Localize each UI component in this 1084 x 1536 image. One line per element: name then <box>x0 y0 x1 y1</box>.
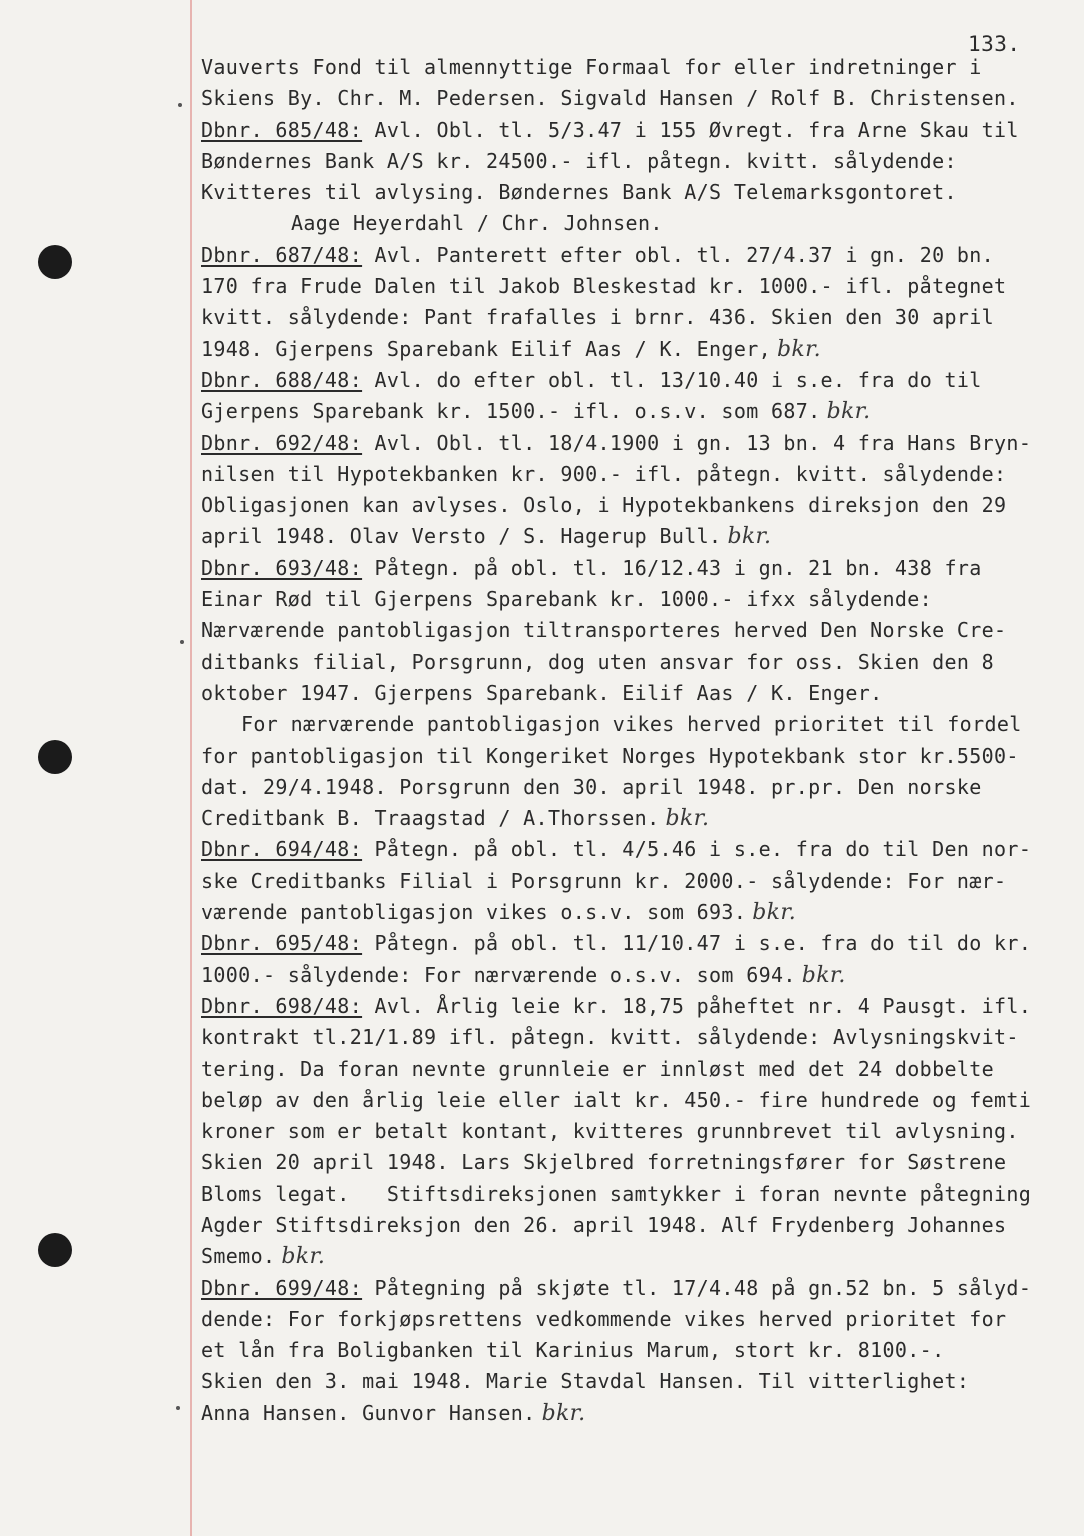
text-line <box>201 1085 1051 1116</box>
line-text: Påtegn. på obl. tl. 11/10.47 i s.e. fra do til do kr. <box>362 931 1032 956</box>
line-text: Smemo. <box>201 1244 276 1269</box>
line-text: Avl. Obl. tl. 18/4.1900 i gn. 13 bn. 4 fra Hans Bryn- <box>362 430 1032 455</box>
text-line <box>201 115 1051 146</box>
text-line <box>201 1054 1051 1085</box>
text-line <box>201 647 1051 678</box>
entry-number: Dbnr. 692/48: <box>201 430 363 455</box>
line-text: for pantobligasjon til Kongeriket Norges Hypotekbank stor kr.5500- <box>201 743 1019 768</box>
text-line <box>201 678 1051 709</box>
text-line <box>201 459 1051 490</box>
text-line <box>201 396 1051 427</box>
text-line <box>201 741 1051 772</box>
line-text: Påtegning på skjøte tl. 17/4.48 på gn.52 bn. 5 sålyd- <box>362 1275 1032 1300</box>
text-line <box>201 584 1051 615</box>
text-line <box>201 1273 1051 1304</box>
text-line <box>201 1147 1051 1178</box>
line-text: ske Creditbanks Filial i Porsgrunn kr. 2000.- sålydende: For nær- <box>201 868 1007 893</box>
line-text: Påtegn. på obl. tl. 16/12.43 i gn. 21 bn. 438 fra <box>362 555 982 580</box>
handwritten-initials: bkr. <box>752 900 797 926</box>
text-line <box>201 240 1051 271</box>
margin-rule <box>190 0 192 1536</box>
entry-number: Dbnr. 693/48: <box>201 555 363 580</box>
line-text: Vauverts Fond til almennyttige Formaal for eller indretninger i <box>201 55 982 79</box>
line-text: Avl. Panterett efter obl. tl. 27/4.37 i gn. 20 bn. <box>362 242 995 267</box>
margin-dot <box>176 1406 180 1410</box>
line-text: oktober 1947. Gjerpens Sparebank. Eilif Aas / K. Enger. <box>201 680 883 705</box>
text-line <box>201 1116 1051 1147</box>
line-text: Agder Stiftsdireksjon den 26. april 1948. Alf Frydenberg Johannes <box>201 1212 1007 1237</box>
text-line <box>201 803 1051 834</box>
text-line <box>201 1241 1051 1272</box>
margin-dot <box>178 103 182 107</box>
text-line <box>201 1335 1051 1366</box>
text-line <box>201 302 1051 333</box>
line-text: 1948. Gjerpens Sparebank Eilif Aas / K. Enger, <box>201 336 771 361</box>
line-text: Anna Hansen. Gunvor Hansen. <box>201 1400 536 1425</box>
text-line <box>201 208 1051 239</box>
handwritten-initials: bkr. <box>801 962 846 988</box>
line-text: beløp av den årlig leie eller ialt kr. 450.- fire hundrede og femti <box>201 1087 1032 1112</box>
text-line <box>201 1398 1051 1429</box>
line-text: tering. Da foran nevnte grunnleie er innløst med det 24 dobbelte <box>201 1056 995 1081</box>
line-text: 170 fra Frude Dalen til Jakob Bleskestad kr. 1000.- ifl. påtegnet <box>201 274 1007 299</box>
line-text: Bøndernes Bank A/S kr. 24500.- ifl. påtegn. kvitt. sålydende: <box>201 148 957 173</box>
text-line <box>201 271 1051 302</box>
text-line <box>201 52 1051 83</box>
line-text: Obligasjonen kan avlyses. Oslo, i Hypotekbankens direksjon den 29 <box>201 493 1007 518</box>
binder-hole <box>38 740 72 774</box>
line-text: Bloms legat. Stiftsdireksjonen samtykker i foran nevnte påtegning <box>201 1181 1032 1206</box>
text-line <box>201 1210 1051 1241</box>
text-line <box>201 553 1051 584</box>
line-text: et lån fra Boligbanken til Karinius Marum, stort kr. 8100.-. <box>201 1338 945 1363</box>
text-line <box>201 83 1051 114</box>
line-text: april 1948. Olav Versto / S. Hagerup Bull. <box>201 524 722 549</box>
entry-number: Dbnr. 694/48: <box>201 837 363 862</box>
text-line <box>201 1179 1051 1210</box>
text-line <box>201 1366 1051 1397</box>
text-line <box>201 1022 1051 1053</box>
text-line <box>201 428 1051 459</box>
handwritten-initials: bkr. <box>281 1244 326 1270</box>
text-line <box>201 834 1051 865</box>
entry-number: Dbnr. 695/48: <box>201 931 363 956</box>
handwritten-initials: bkr. <box>665 806 710 832</box>
line-text: Skien den 3. mai 1948. Marie Stavdal Hansen. Til vitterlighet: <box>201 1369 970 1394</box>
line-text: Skiens By. Chr. M. Pedersen. Sigvald Hansen / Rolf B. Christensen. <box>201 86 1019 111</box>
text-line <box>201 897 1051 928</box>
line-text: Kvitteres til avlysing. Bøndernes Bank A/S Telemarksgontoret. <box>201 180 957 205</box>
handwritten-initials: bkr. <box>777 336 821 362</box>
text-line <box>201 490 1051 521</box>
line-text: kvitt. sålydende: Pant frafalles i brnr. 436. Skien den 30 april <box>201 305 995 330</box>
document-body <box>201 52 1051 1429</box>
entry-number: Dbnr. 688/48: <box>201 367 363 392</box>
line-text: nilsen til Hypotekbanken kr. 900.- ifl. påtegn. kvitt. sålydende: <box>201 461 1007 486</box>
text-line <box>201 1304 1051 1335</box>
line-text: dat. 29/4.1948. Porsgrunn den 30. april 1948. pr.pr. Den norske <box>201 774 982 799</box>
handwritten-initials: bkr. <box>826 399 871 425</box>
line-text: Aage Heyerdahl / Chr. Johnsen. <box>291 211 663 236</box>
line-text: ditbanks filial, Porsgrunn, dog uten ansvar for oss. Skien den 8 <box>201 649 995 674</box>
margin-dot <box>180 640 184 644</box>
line-text: For nærværende pantobligasjon vikes herved prioritet til fordel <box>241 712 1022 737</box>
entry-number: Dbnr. 685/48: <box>201 117 363 142</box>
line-text: dende: For forkjøpsrettens vedkommende vikes herved prioritet for <box>201 1306 1007 1331</box>
line-text: Avl. Årlig leie kr. 18,75 påheftet nr. 4 Pausgt. ifl. <box>362 993 1032 1018</box>
line-text: Avl. do efter obl. tl. 13/10.40 i s.e. fra do til <box>362 367 982 392</box>
line-text: 1000.- sålydende: For nærværende o.s.v. som 694. <box>201 962 796 987</box>
text-line <box>201 928 1051 959</box>
line-text: værende pantobligasjon vikes o.s.v. som 693. <box>201 900 747 925</box>
text-line <box>201 991 1051 1022</box>
text-line <box>201 615 1051 646</box>
line-text: kroner som er betalt kontant, kvitteres grunnbrevet til avlysning. <box>201 1119 1019 1144</box>
text-line <box>201 521 1051 552</box>
line-text: Nærværende pantobligasjon tiltransporteres herved Den Norske Cre- <box>201 618 1007 643</box>
text-line <box>201 866 1051 897</box>
line-text: Påtegn. på obl. tl. 4/5.46 i s.e. fra do til Den nor- <box>362 837 1032 862</box>
entry-number: Dbnr. 699/48: <box>201 1275 363 1300</box>
entry-number: Dbnr. 698/48: <box>201 993 363 1018</box>
line-text: Gjerpens Sparebank kr. 1500.- ifl. o.s.v. som 687. <box>201 399 821 424</box>
line-text: Einar Rød til Gjerpens Sparebank kr. 1000.- ifxx sålydende: <box>201 587 933 612</box>
binder-hole <box>38 245 72 279</box>
text-line <box>201 960 1051 991</box>
line-text: Skien 20 april 1948. Lars Skjelbred forretningsfører for Søstrene <box>201 1150 1007 1175</box>
line-text: Avl. Obl. tl. 5/3.47 i 155 Øvregt. fra Arne Skau til <box>362 117 1019 142</box>
text-line <box>201 709 1051 740</box>
text-line <box>201 365 1051 396</box>
binder-hole <box>38 1233 72 1267</box>
handwritten-initials: bkr. <box>541 1400 586 1426</box>
text-line <box>201 177 1051 208</box>
entry-number: Dbnr. 687/48: <box>201 242 363 267</box>
text-line <box>201 772 1051 803</box>
line-text: kontrakt tl.21/1.89 ifl. påtegn. kvitt. sålydende: Avlysningskvit- <box>201 1025 1019 1050</box>
handwritten-initials: bkr. <box>727 524 772 550</box>
page-number: 133. <box>968 32 1021 56</box>
line-text: Creditbank B. Traagstad / A.Thorssen. <box>201 806 660 831</box>
text-line <box>201 334 1051 365</box>
text-line <box>201 146 1051 177</box>
